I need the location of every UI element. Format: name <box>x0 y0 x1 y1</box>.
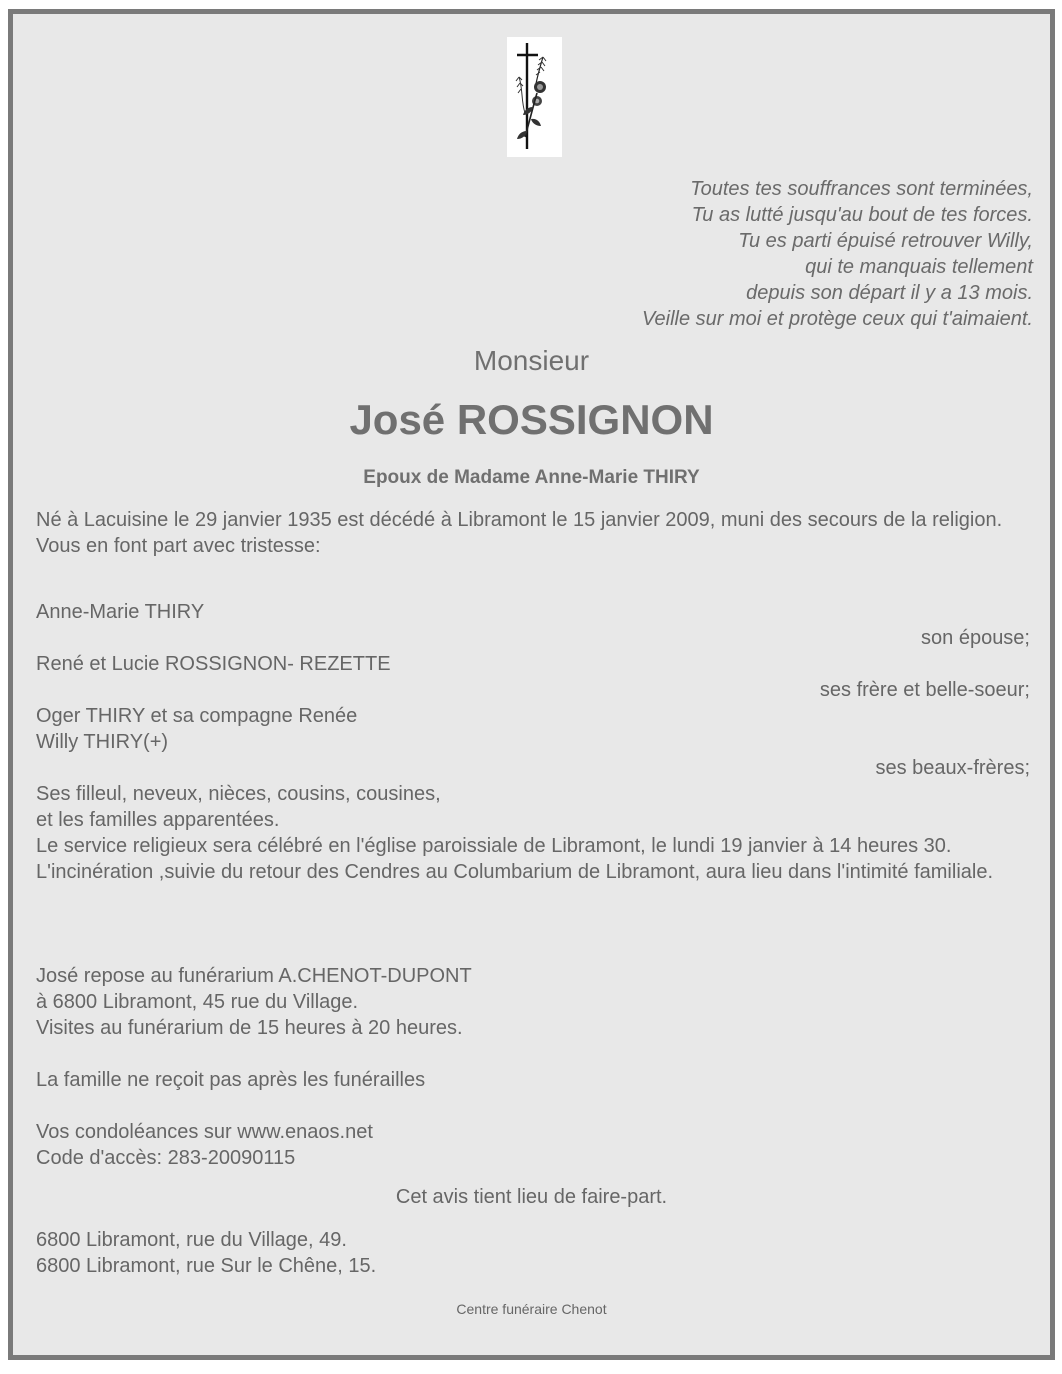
funeral-home-line: à 6800 Libramont, 45 rue du Village. <box>36 991 359 1013</box>
family-list <box>36 599 1030 885</box>
family-member: Willy THIRY(+) <box>36 731 169 753</box>
faire-part-notice: Cet avis tient lieu de faire-part. <box>395 1186 668 1208</box>
poem-line: depuis son départ il y a 13 mois. <box>746 282 1033 304</box>
family-member: Ses filleul, neveux, nièces, cousins, cousines, <box>36 783 441 805</box>
poem-line: Tu as lutté jusqu'au bout de tes forces. <box>691 204 1033 226</box>
intro-text: Vous en font part avec tristesse: <box>36 535 321 557</box>
footer-credit: Centre funéraire Chenot <box>456 1301 607 1317</box>
family-member: Anne-Marie THIRY <box>36 601 205 623</box>
announcement <box>36 507 1030 559</box>
cremation-text: L'incinération ,suivie du retour des Cendres au Columbarium de Libramont, aura lieu dans l'intimité familiale. <box>36 861 994 883</box>
birth-death-text: Né à Lacuisine le 29 janvier 1935 est décédé à Libramont le 15 janvier 2009, muni des secours de la religion. <box>36 509 1003 531</box>
obituary-card <box>8 9 1055 1360</box>
family-relation: ses beaux-frères; <box>875 757 1030 779</box>
address-line: 6800 Libramont, rue du Village, 49. <box>36 1229 347 1251</box>
family-member: Oger THIRY et sa compagne Renée <box>36 705 358 727</box>
service-text: Le service religieux sera célébré en l'église paroissiale de Libramont, le lundi 19 janvier à 14 heures 30. <box>36 835 952 857</box>
honorific: Monsieur <box>473 345 590 376</box>
funeral-home-line: José repose au funérarium A.CHENOT-DUPONT <box>36 965 472 987</box>
addresses <box>36 1227 1030 1279</box>
poem <box>642 176 1033 332</box>
cross-with-roses-icon <box>507 37 562 157</box>
poem-line: qui te manquais tellement <box>805 256 1033 278</box>
spouse-line: Epoux de Madame Anne-Marie THIRY <box>363 467 700 488</box>
family-note: La famille ne reçoit pas après les funérailles <box>36 1069 426 1091</box>
poem-line: Veille sur moi et protège ceux qui t'aimaient. <box>641 308 1033 330</box>
condolences-line: Vos condoléances sur www.enaos.net <box>36 1121 373 1143</box>
access-code: Code d'accès: 283-20090115 <box>36 1147 296 1169</box>
deceased-name: José ROSSIGNON <box>349 396 714 443</box>
funeral-home <box>36 963 1030 1041</box>
address-line: 6800 Libramont, rue Sur le Chêne, 15. <box>36 1255 377 1277</box>
family-member: et les familles apparentées. <box>36 809 280 831</box>
funeral-home-line: Visites au funérarium de 15 heures à 20 heures. <box>36 1017 463 1039</box>
family-relation: ses frère et belle-soeur; <box>819 679 1030 701</box>
family-relation: son épouse; <box>921 627 1030 649</box>
family-member: René et Lucie ROSSIGNON- REZETTE <box>36 653 391 675</box>
poem-line: Tu es parti épuisé retrouver Willy, <box>738 230 1033 252</box>
poem-line: Toutes tes souffrances sont terminées, <box>690 178 1033 200</box>
condolences <box>36 1119 1030 1171</box>
